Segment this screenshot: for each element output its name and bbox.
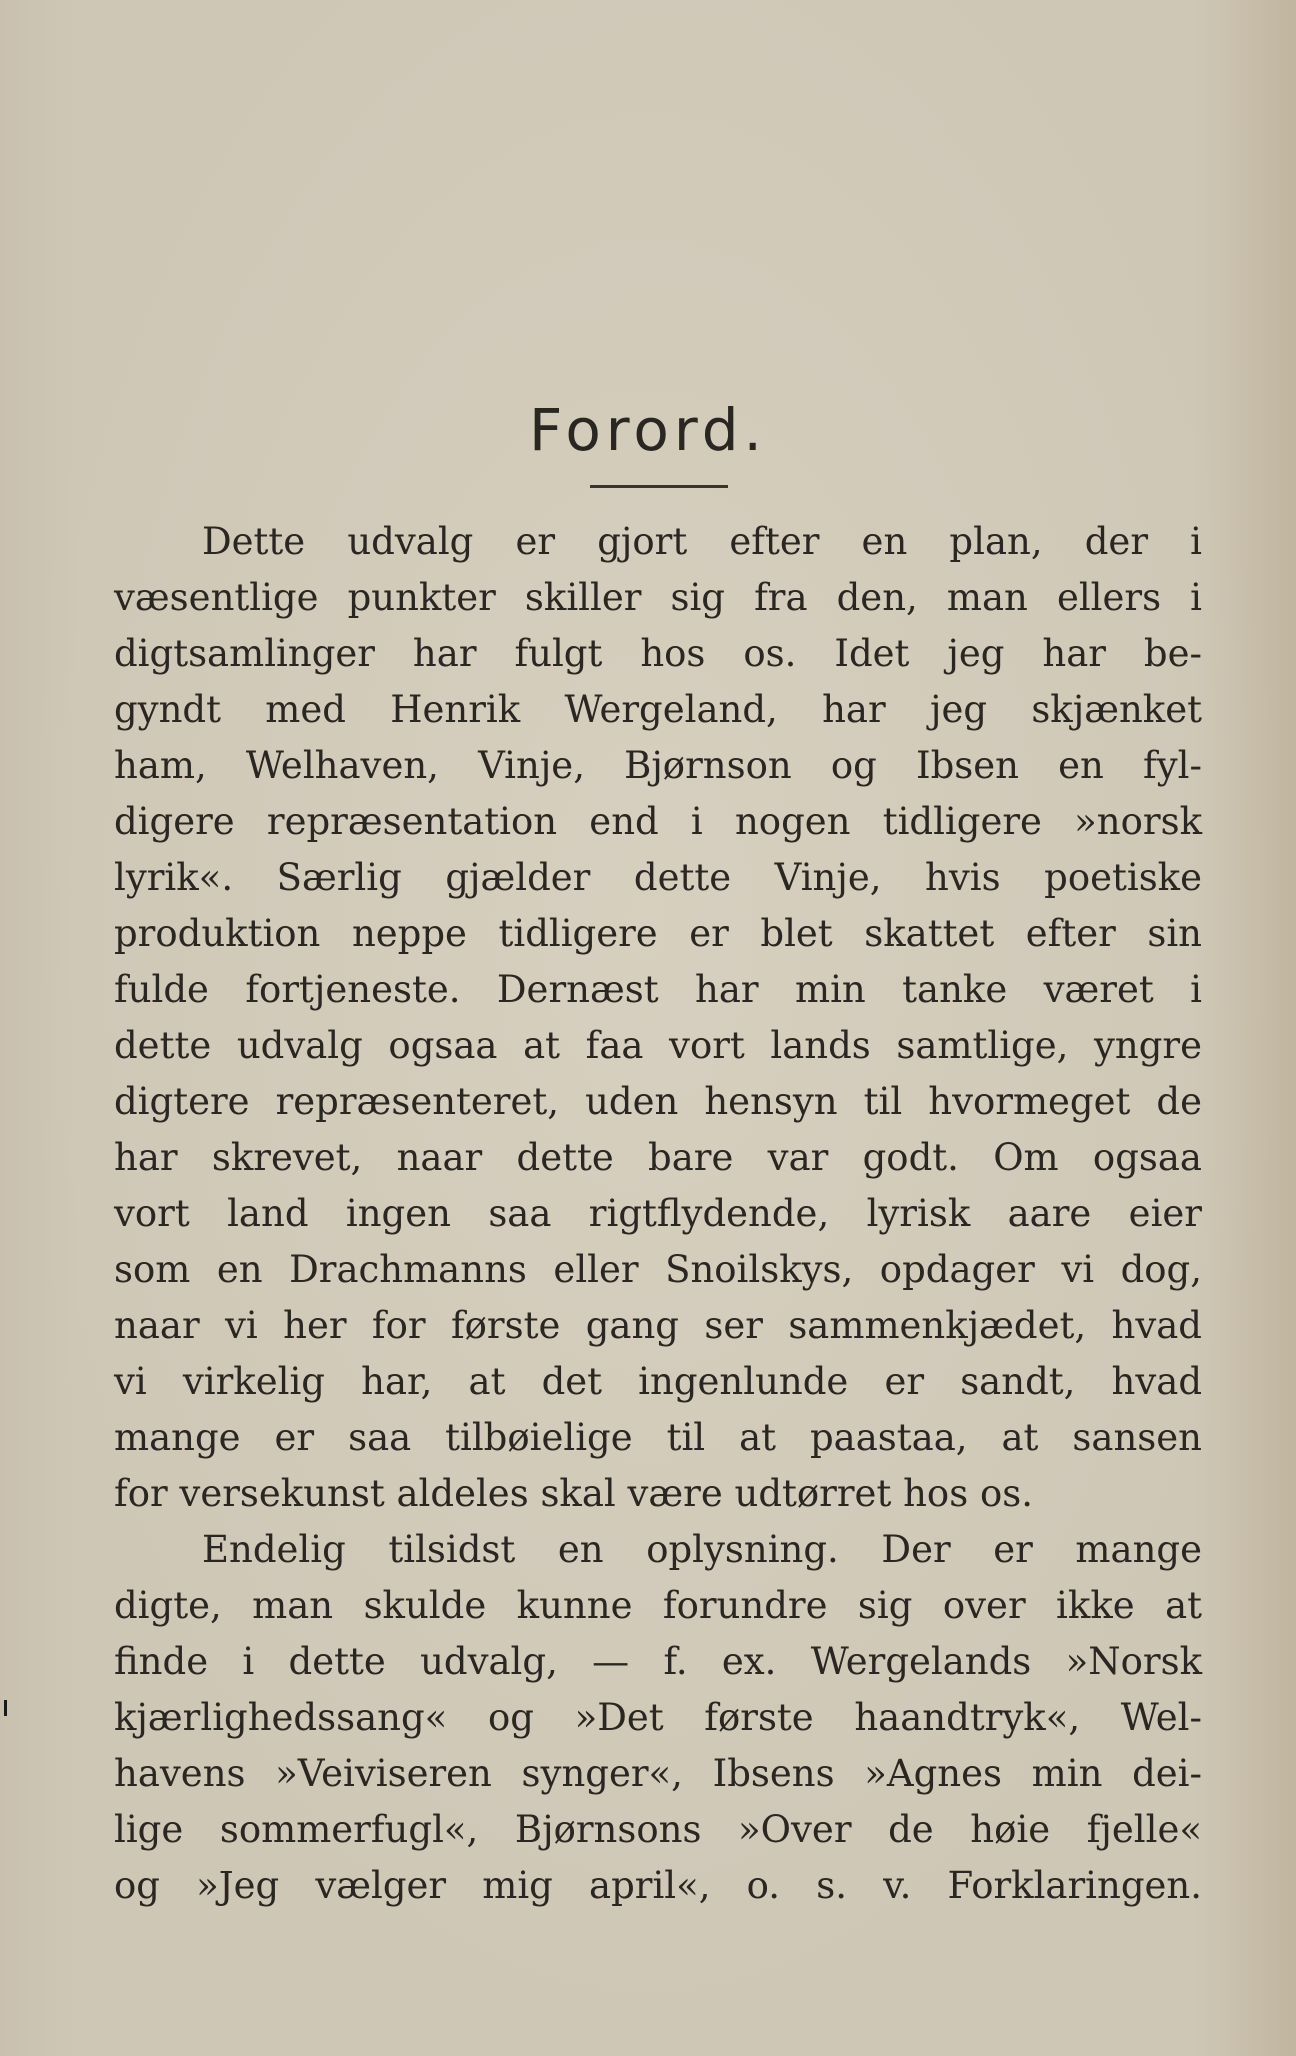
text-line: kjærlighedssang« og »Det første haandtryk«, Wel- (114, 1696, 1202, 1739)
text-line: lige sommerfugl«, Bjørnsons »Over de høie fjelle« (114, 1808, 1202, 1851)
text-line: finde i dette udvalg, — f. ex. Wergelands »Norsk (114, 1640, 1202, 1683)
title-divider (590, 485, 728, 488)
text-line: fulde fortjeneste. Dernæst har min tanke været i (114, 968, 1202, 1011)
text-line: ham, Welhaven, Vinje, Bjørnson og Ibsen en fyl- (114, 744, 1202, 787)
page-edge-mark (4, 1700, 7, 1716)
text-line: naar vi her for første gang ser sammenkjædet, hvad (114, 1304, 1202, 1347)
text-line: dette udvalg ogsaa at faa vort lands samtlige, yngre (114, 1024, 1202, 1067)
page-title: Forord. (529, 396, 767, 464)
text-line: Dette udvalg er gjort efter en plan, der i (202, 520, 1202, 563)
text-line: vi virkelig har, at det ingenlunde er sandt, hvad (114, 1360, 1202, 1403)
text-line: og »Jeg vælger mig april«, o. s. v. Forklaringen. (114, 1864, 1202, 1907)
preface-text (114, 514, 1202, 1914)
text-line: mange er saa tilbøielige til at paastaa, at sansen (114, 1416, 1202, 1459)
text-line: digere repræsentation end i nogen tidligere »norsk (114, 800, 1202, 843)
text-line: havens »Veiviseren synger«, Ibsens »Agnes min dei- (114, 1752, 1202, 1795)
text-line: digte, man skulde kunne forundre sig over ikke at (114, 1584, 1202, 1627)
text-line: for versekunst aldeles skal være udtørret hos os. (114, 1472, 1033, 1515)
text-line: Endelig tilsidst en oplysning. Der er mange (202, 1528, 1202, 1571)
text-line: lyrik«. Særlig gjælder dette Vinje, hvis poetiske (114, 856, 1202, 899)
text-line: som en Drachmanns eller Snoilskys, opdager vi dog, (114, 1248, 1202, 1291)
text-line: vort land ingen saa rigtflydende, lyrisk aare eier (114, 1192, 1202, 1235)
text-line: gyndt med Henrik Wergeland, har jeg skjænket (114, 688, 1202, 731)
text-line: digtsamlinger har fulgt hos os. Idet jeg har be- (114, 632, 1202, 675)
text-line: produktion neppe tidligere er blet skattet efter sin (114, 912, 1202, 955)
text-line: digtere repræsenteret, uden hensyn til hvormeget de (114, 1080, 1202, 1123)
text-line: væsentlige punkter skiller sig fra den, man ellers i (114, 576, 1202, 619)
text-line: har skrevet, naar dette bare var godt. Om ogsaa (114, 1136, 1202, 1179)
